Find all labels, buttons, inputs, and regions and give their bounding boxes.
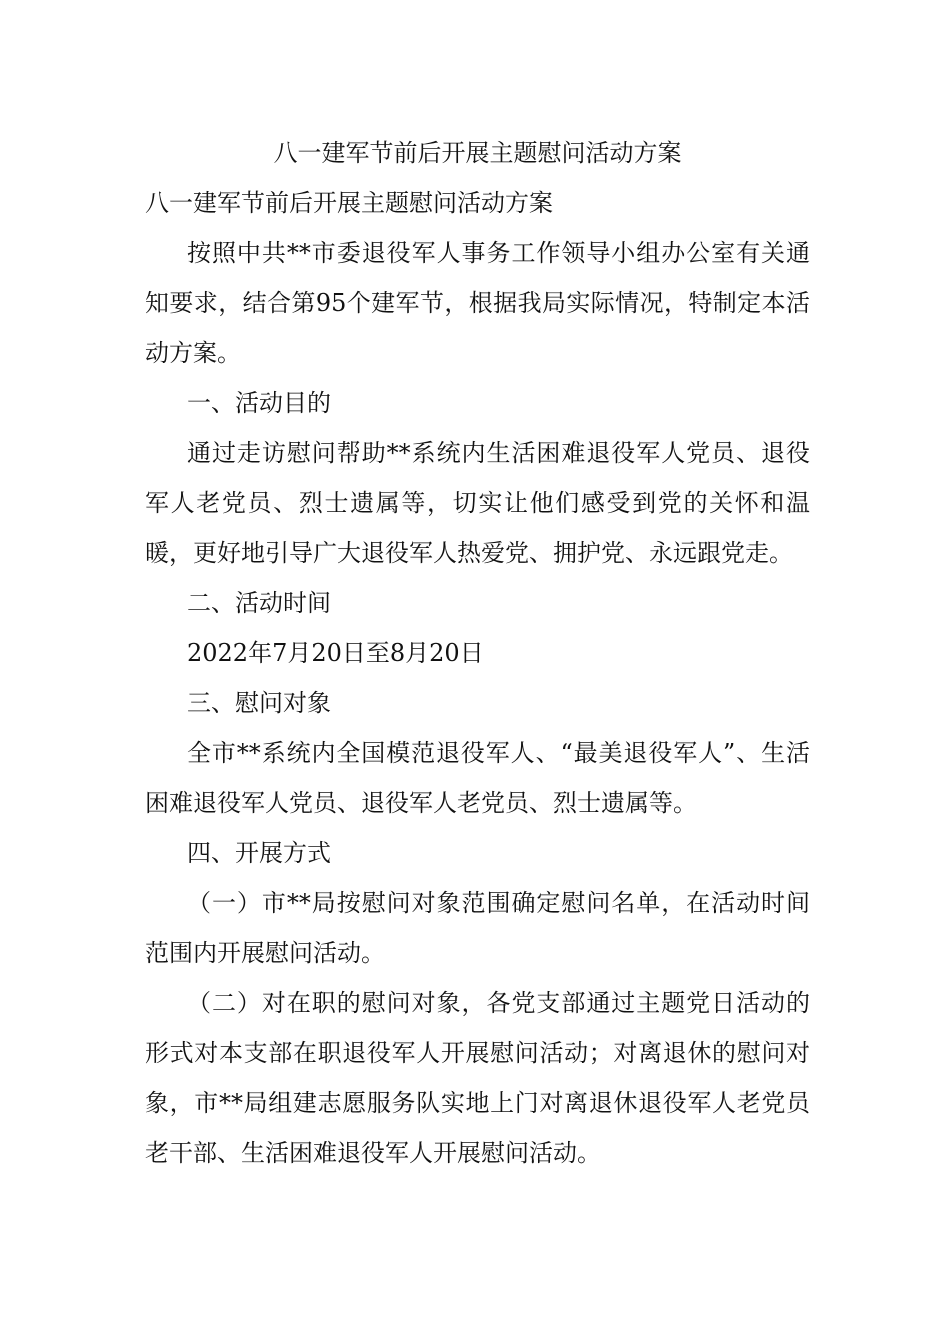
section-heading-recipients: 三、慰问对象 [187,689,331,717]
document-subtitle: 八一建军节前后开展主题慰问活动方案 [145,189,553,217]
purpose-paragraph: 通过走访慰问帮助**系统内生活困难退役军人党员、退役军人老党员、烈士遗属等，切实让他们感受到党的关怀和温暖，更好地引导广大退役军人热爱党、拥护党、永远跟党走。 [145,439,810,567]
document-title: 八一建军节前后开展主题慰问活动方案 [273,139,682,167]
document-body [145,128,810,1178]
methods-item-1: （一）市**局按慰问对象范围确定慰问名单，在活动时间范围内开展慰问活动。 [145,889,810,967]
time-paragraph: 2022年7月20日至8月20日 [187,639,484,667]
section-heading-time: 二、活动时间 [187,589,331,617]
intro-paragraph: 按照中共**市委退役军人事务工作领导小组办公室有关通知要求，结合第95个建军节，根据我局实际情况，特制定本活动方案。 [145,239,810,367]
methods-item-2: （二）对在职的慰问对象，各党支部通过主题党日活动的形式对本支部在职退役军人开展慰问活动；对离退休的慰问对象，市**局组建志愿服务队实地上门对离退休退役军人老党员老干部、生活困难退役军人开展慰问活动。 [145,989,810,1167]
section-heading-purpose: 一、活动目的 [187,389,331,417]
recipients-paragraph: 全市**系统内全国模范退役军人、“最美退役军人”、生活困难退役军人党员、退役军人老党员、烈士遗属等。 [145,739,810,817]
section-heading-methods: 四、开展方式 [187,839,331,867]
